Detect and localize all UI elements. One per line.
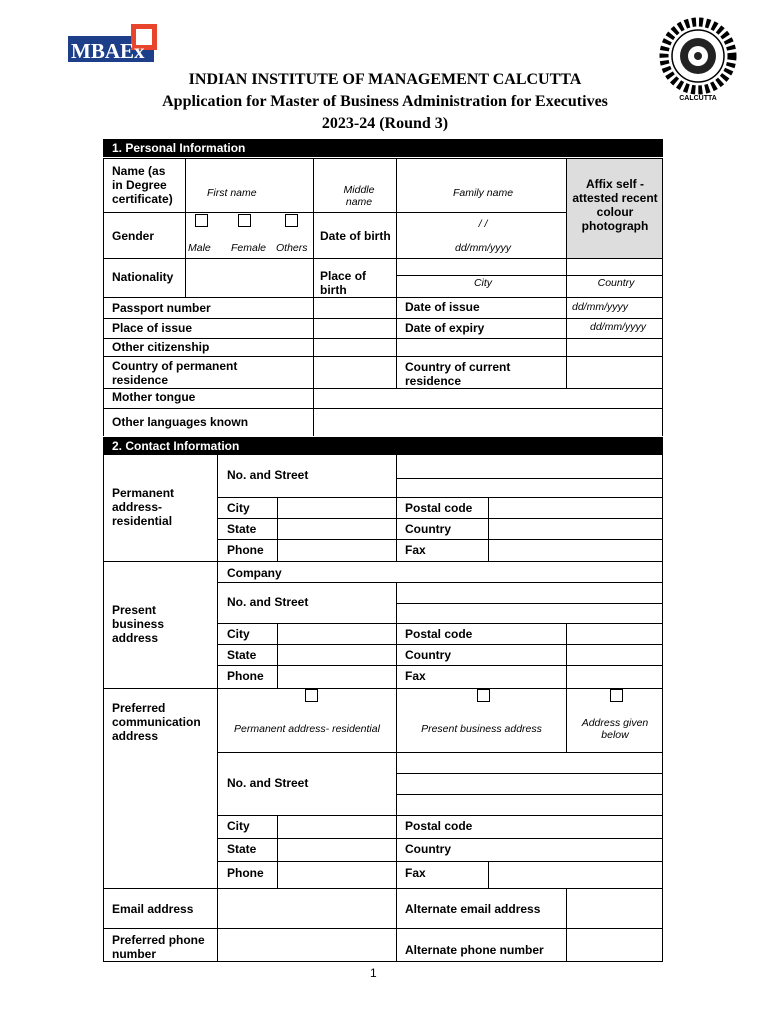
other-languages-label: Other languages known: [112, 415, 249, 429]
company-label: Company: [227, 566, 282, 580]
other-citizenship-label: Other citizenship: [112, 340, 210, 354]
nationality-label: Nationality: [112, 270, 174, 284]
iim-calcutta-seal: [654, 14, 748, 104]
pref-permanent-checkbox[interactable]: [305, 689, 318, 702]
pref-country-label: Country: [405, 842, 451, 856]
personal-section-heading: 1. Personal Information: [103, 139, 663, 157]
gender-female-label: Female: [231, 242, 267, 254]
pref-postal-label: Postal code: [405, 819, 473, 833]
page-number: 1: [370, 966, 377, 980]
dob-label: Date of birth: [320, 229, 391, 243]
pref-business-checkbox[interactable]: [477, 689, 490, 702]
preferred-address-label: Preferred communication address: [112, 701, 201, 743]
photo-instruction: Affix self - attested recent colour photograph: [572, 177, 658, 233]
perm-state-label: State: [227, 522, 257, 536]
bus-postal-label: Postal code: [405, 627, 473, 641]
alt-phone-label: Alternate phone number: [405, 943, 544, 957]
pob-city-hint: City: [473, 277, 493, 289]
pref-below-checkbox[interactable]: [610, 689, 623, 702]
perm-fax-label: Fax: [405, 543, 426, 557]
contact-section-heading: 2. Contact Information: [103, 437, 663, 455]
bus-phone-label: Phone: [227, 669, 264, 683]
middle-name-hint: Middle name: [343, 184, 375, 208]
date-expiry-label: Date of expiry: [405, 321, 485, 335]
gender-female-checkbox[interactable]: [238, 214, 251, 227]
gender-male-checkbox[interactable]: [195, 214, 208, 227]
place-of-birth-label: Place of birth: [320, 269, 367, 297]
family-name-hint: Family name: [452, 187, 514, 199]
pref-street-label: No. and Street: [227, 776, 309, 790]
alt-email-label: Alternate email address: [405, 902, 541, 916]
pref-state-label: State: [227, 842, 257, 856]
gender-male-label: Male: [188, 242, 211, 254]
bus-country-label: Country: [405, 648, 451, 662]
business-address-label: Present business address: [112, 603, 165, 645]
pref-business-option: Present business address: [421, 723, 542, 735]
gender-label: Gender: [112, 229, 155, 243]
pref-phone-number-label: Preferred phone number: [112, 933, 205, 961]
perm-city-label: City: [227, 501, 250, 515]
perm-phone-label: Phone: [227, 543, 264, 557]
gender-others-checkbox[interactable]: [285, 214, 298, 227]
gender-others-label: Others: [276, 242, 308, 254]
permanent-address-label: Permanent address- residential: [112, 486, 175, 528]
perm-postal-label: Postal code: [405, 501, 473, 515]
dob-slashes: / /: [478, 218, 488, 230]
email-label: Email address: [112, 902, 194, 916]
institute-title: INDIAN INSTITUTE OF MANAGEMENT CALCUTTA: [188, 71, 582, 88]
name-label: Name (as in Degree certificate): [112, 164, 173, 206]
date-issue-label: Date of issue: [405, 300, 480, 314]
bus-fax-label: Fax: [405, 669, 426, 683]
first-name-hint: First name: [207, 187, 257, 199]
mother-tongue-label: Mother tongue: [112, 390, 196, 404]
pref-fax-label: Fax: [405, 866, 426, 880]
date-issue-format: dd/mm/yyyy: [572, 301, 629, 313]
dob-format: dd/mm/yyyy: [454, 242, 511, 254]
passport-label: Passport number: [112, 301, 211, 315]
round-title: 2023-24 (Round 3): [321, 115, 449, 132]
seal-caption: CALCUTTA: [679, 95, 717, 102]
pref-phone-label: Phone: [227, 866, 264, 880]
perm-street-label: No. and Street: [227, 468, 309, 482]
pref-city-label: City: [227, 819, 250, 833]
pref-permanent-option: Permanent address- residential: [234, 723, 380, 735]
application-title: Application for Master of Business Administration for Executives: [162, 93, 608, 110]
bus-city-label: City: [227, 627, 250, 641]
bus-state-label: State: [227, 648, 257, 662]
country-current-label: Country of current residence: [405, 360, 511, 388]
mbaex-logo: [68, 24, 160, 64]
place-issue-label: Place of issue: [112, 321, 193, 335]
pob-country-hint: Country: [597, 277, 635, 289]
perm-country-label: Country: [405, 522, 451, 536]
date-expiry-format: dd/mm/yyyy: [590, 321, 647, 333]
pref-below-option: Address given below: [581, 717, 649, 741]
bus-street-label: No. and Street: [227, 595, 309, 609]
logo-text: MBAEx: [71, 39, 145, 63]
country-permanent-label: Country of permanent residence: [112, 359, 238, 387]
